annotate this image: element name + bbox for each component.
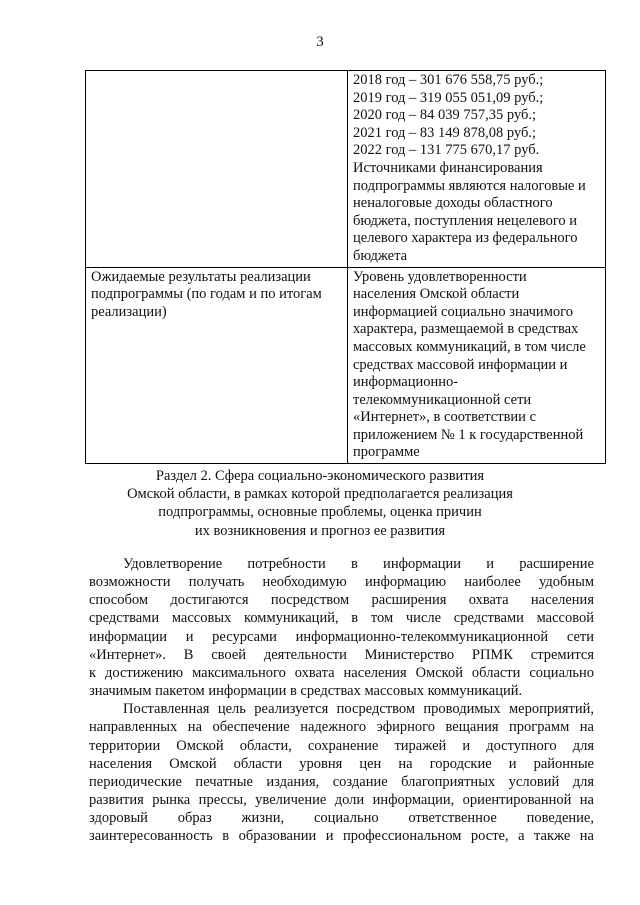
text-line: характера, размещаемой в средствах: [353, 321, 579, 338]
text-line: 2021 год – 83 149 878,08 руб.;: [353, 124, 537, 141]
table-cell-value: [348, 267, 606, 464]
text-line: здоровый образ жизни, социально ответственное поведение,: [89, 810, 594, 827]
text-line: «Интернет». В своей деятельности Министерство РПМК стремится: [89, 646, 594, 663]
table-cell-label: [86, 267, 348, 464]
paragraph: [89, 555, 594, 700]
text-line: реализации): [91, 303, 167, 320]
paragraph: [89, 700, 594, 845]
text-line: бюджета: [353, 247, 408, 264]
text-line: «Интернет», в соответствии с: [353, 409, 536, 426]
text-line: 2022 год – 131 775 670,17 руб.: [353, 142, 540, 159]
text-line: Удовлетворение потребности в информации и расширение: [123, 556, 594, 572]
text-line: Источниками финансирования: [353, 159, 543, 176]
text-line: к достижению максимального охвата населения Омской области социально: [89, 664, 594, 681]
text-line: 2020 год – 84 039 757,35 руб.;: [353, 107, 537, 124]
text-line: Ожидаемые результаты реализации: [91, 268, 311, 285]
text-line: средствах массовой информации и: [353, 356, 568, 373]
text-line: направленных на обеспечение надежного эфирного вещания программ на: [89, 719, 594, 736]
page-number: 3: [316, 34, 324, 50]
table-cell-value: [348, 71, 606, 268]
text-line: подпрограммы являются налоговые и: [353, 177, 586, 194]
table-cell-label: [86, 71, 348, 268]
text-line: информацией социально значимого: [353, 303, 573, 320]
text-line: Омской области, в рамках которой предполагается реализация: [127, 486, 513, 503]
text-line: их возникновения и прогноз ее развития: [194, 522, 446, 539]
text-line: развития рынка прессы, увеличение доли информации, ориентированной на: [89, 792, 594, 809]
table-row-financing: [86, 71, 606, 268]
text-line: 2018 год – 301 676 558,75 руб.;: [353, 72, 544, 88]
text-line: заинтересованность в образовании и профессиональном росте, а также на: [89, 828, 594, 845]
text-line: программе: [353, 444, 420, 461]
text-line: населения Омской области: [353, 286, 520, 303]
section-heading: [0, 467, 640, 540]
text-line: подпрограммы, основные проблемы, оценка причин: [158, 504, 482, 521]
text-line: бюджета, поступления нецелевого и: [353, 212, 578, 229]
text-line: населения Омской области уровня цен на городские и районные: [89, 755, 594, 772]
text-line: территории Омской области, сохранение тиражей и доступного для: [89, 737, 594, 754]
text-line: массовых коммуникаций, в том числе: [353, 338, 586, 355]
text-line: неналоговые доходы областного: [353, 195, 553, 212]
text-line: телекоммуникационной сети: [353, 391, 532, 408]
text-line: информации и ресурсами информационно-телекоммуникационной сети: [89, 628, 594, 645]
text-line: средствами массовых коммуникаций, в том числе средствами массовой: [89, 610, 594, 627]
body-text: [89, 555, 594, 846]
passport-table: [85, 70, 606, 464]
text-line: значимым пакетом информации в средствах массовых коммуникаций.: [89, 683, 523, 700]
text-line: информационно-: [353, 374, 459, 391]
text-line: целевого характера из федерального: [353, 230, 578, 247]
text-line: периодические печатные издания, создание благоприятных условий для: [89, 773, 594, 790]
text-line: Раздел 2. Сфера социально-экономического развития: [155, 468, 485, 484]
table-row-expected-results: [86, 267, 606, 464]
text-line: 2019 год – 319 055 051,09 руб.;: [353, 89, 544, 106]
text-line: Поставленная цель реализуется посредством проводимых мероприятий,: [123, 701, 594, 718]
text-line: возможности получать необходимую информацию наиболее удобным: [89, 574, 594, 591]
text-line: приложением № 1 к государственной: [353, 426, 584, 443]
text-line: Уровень удовлетворенности: [353, 268, 527, 285]
text-line: способом достигаются посредством расширения охвата населения: [89, 592, 594, 609]
text-line: подпрограммы (по годам и по итогам: [91, 286, 322, 303]
